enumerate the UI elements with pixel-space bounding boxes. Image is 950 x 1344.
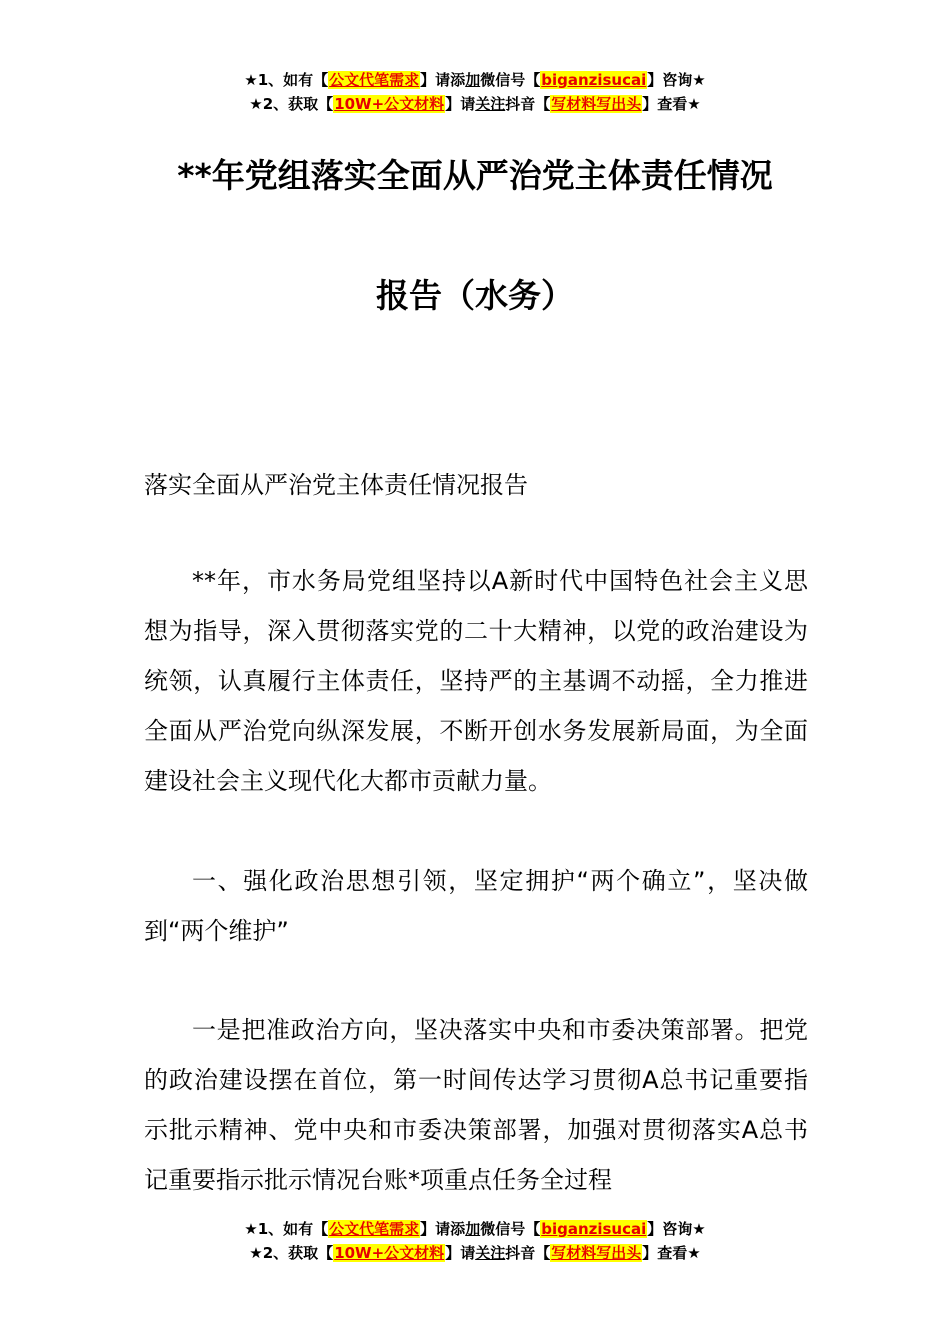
promo-highlight: 写材料写出头 bbox=[551, 95, 642, 113]
section-heading-text: 一、强化政治思想引领，坚定拥护“两个确立”，坚决做到“两个维护” bbox=[144, 867, 808, 945]
paragraph-intro bbox=[144, 556, 808, 806]
promo-highlight: 10W+公文材料 bbox=[334, 95, 445, 113]
paragraph-text: **年，市水务局党组坚持以A新时代中国特色社会主义思想为指导，深入贯彻落实党的二十大精神，以党的政治建设为统领，认真履行主体责任，坚持严的主基调不动摇，全力推进全面从严治党向纵深发展，不断开创水务发展新局面，为全面建设社会主义现代化大都市贡献力量。 bbox=[144, 567, 808, 795]
paragraph-text: 一是把准政治方向，坚决落实中央和市委决策部署。把党的政治建设摆在首位，第一时间传达学习贯彻A总书记重要指示批示精神、党中央和市委决策部署，加强对贯彻落实A总书记重要指示批示情况台账*项重点任务全过程 bbox=[144, 1016, 808, 1194]
document-title-line-1: **年党组落实全面从严治党主体责任情况 bbox=[177, 156, 773, 195]
subheading-text: 落实全面从严治党主体责任情况报告 bbox=[144, 471, 528, 499]
promo-highlight: 公文代笔需求 bbox=[329, 1220, 420, 1238]
promo-line-2: ★2、获取【10W+公文材料】请关注抖音【写材料写出头】查看★ bbox=[249, 1244, 701, 1262]
promo-highlight: biganzisucai bbox=[541, 71, 647, 89]
promo-highlight: 写材料写出头 bbox=[551, 1244, 642, 1262]
promo-line-2: ★2、获取【10W+公文材料】请关注抖音【写材料写出头】查看★ bbox=[249, 95, 701, 113]
promo-highlight: 公文代笔需求 bbox=[329, 71, 420, 89]
promo-banner-top bbox=[0, 68, 950, 116]
paragraph-point-1 bbox=[144, 1005, 808, 1205]
promo-highlight: 10W+公文材料 bbox=[334, 1244, 445, 1262]
promo-line-1: ★1、如有【公文代笔需求】请添加微信号【biganzisucai】咨询★ bbox=[244, 1220, 706, 1238]
document-title-line-2: 报告（水务） bbox=[376, 276, 574, 315]
document-subheading bbox=[144, 460, 808, 510]
promo-line-1: ★1、如有【公文代笔需求】请添加微信号【biganzisucai】咨询★ bbox=[244, 71, 706, 89]
section-heading-1 bbox=[144, 856, 808, 956]
promo-banner-bottom bbox=[0, 1217, 950, 1265]
promo-highlight: biganzisucai bbox=[541, 1220, 647, 1238]
